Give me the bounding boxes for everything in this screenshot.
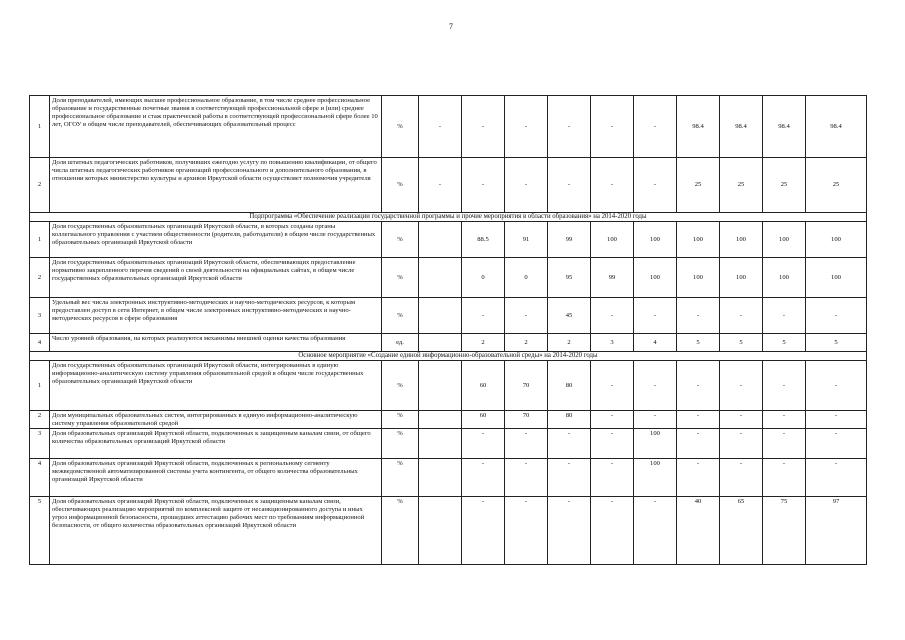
value-cell: 100 [634, 459, 677, 497]
empty-cell [419, 258, 462, 298]
value-cell: - [505, 497, 548, 565]
value-cell: 99 [548, 222, 591, 258]
value-cell: 75 [763, 497, 806, 565]
value-cell: - [806, 361, 867, 411]
empty-cell [419, 459, 462, 497]
table-row [30, 459, 867, 497]
indicator-name: Доля муниципальных образовательных систем, интегрированных в единую информационно-аналитическую систему управления образовательной средой [50, 411, 382, 429]
empty-cell [419, 411, 462, 429]
row-number: 3 [30, 298, 50, 334]
value-cell: - [548, 497, 591, 565]
value-cell: 25 [720, 158, 763, 213]
row-number: 2 [30, 411, 50, 429]
value-cell: - [806, 429, 867, 459]
value-cell: - [634, 158, 677, 213]
value-cell: 100 [720, 222, 763, 258]
value-cell: 100 [806, 258, 867, 298]
value-cell: - [462, 497, 505, 565]
value-cell: - [548, 158, 591, 213]
row-number: 5 [30, 497, 50, 565]
value-cell: 25 [763, 158, 806, 213]
value-cell: 3 [591, 334, 634, 352]
value-cell: - [505, 158, 548, 213]
table-row [30, 158, 867, 213]
unit-cell: ед. [382, 334, 419, 352]
row-number: 3 [30, 429, 50, 459]
value-cell: 40 [677, 497, 720, 565]
value-cell: - [505, 429, 548, 459]
value-cell: - [548, 96, 591, 158]
value-cell: 95 [548, 258, 591, 298]
value-cell: - [634, 497, 677, 565]
value-cell: 100 [677, 222, 720, 258]
value-cell: - [677, 429, 720, 459]
value-cell: 99 [591, 258, 634, 298]
unit-cell: % [382, 429, 419, 459]
value-cell: - [720, 298, 763, 334]
indicator-name: Доля преподавателей, имеющих высшее профессиональное образование, в том числе среднее профессиональное образование и государственные почетные звания в соответствующей профессиональной сфере и (или) среднее профессиональное образование и стаж практической работы в соответствующей профессиональной сфере более 10 лет, ОГОУ в общем числе преподавателей, обеспечивающих образовательный процесс [50, 96, 382, 158]
row-number: 2 [30, 258, 50, 298]
row-number: 1 [30, 361, 50, 411]
value-cell: - [634, 96, 677, 158]
value-cell: - [677, 459, 720, 497]
value-cell: 88.5 [462, 222, 505, 258]
value-cell: 91 [505, 222, 548, 258]
value-cell: - [591, 158, 634, 213]
value-cell: - [591, 497, 634, 565]
value-cell: 2 [505, 334, 548, 352]
value-cell: - [720, 411, 763, 429]
value-cell: - [419, 158, 462, 213]
value-cell: 100 [763, 258, 806, 298]
value-cell: 80 [548, 411, 591, 429]
value-cell: - [462, 96, 505, 158]
value-cell: - [591, 96, 634, 158]
value-cell: - [677, 361, 720, 411]
unit-cell: % [382, 497, 419, 565]
value-cell: 60 [462, 361, 505, 411]
value-cell: - [591, 429, 634, 459]
value-cell: - [634, 411, 677, 429]
value-cell: - [763, 298, 806, 334]
indicator-name: Доля государственных образовательных организаций Иркутской области, интегрированных в единую информационно-аналитическую систему управления образовательной средой в общем числе государственных образовательных организаций Иркутской области [50, 361, 382, 411]
indicator-name: Удельный вес числа электронных инструктивно-методических и научно-методических ресурсов, к которым предоставлен доступ в сети Интернет, в общем числе электронных инструктивно-методических и научно-методических ресурсов в сфере образования [50, 298, 382, 334]
row-number: 1 [30, 96, 50, 158]
indicator-name: Доля образовательных организаций Иркутской области, подключенных к защищенным каналам связи, обеспечивающих реализацию мероприятий по комплексной защите от несанкционированного доступа и иных угроз информационной безопасности, прошедших аттестацию рабочих мест по требованиям информационной безопасности, от общего количества образовательных организаций Иркутской области [50, 497, 382, 565]
value-cell: 5 [806, 334, 867, 352]
row-number: 4 [30, 459, 50, 497]
value-cell: - [763, 429, 806, 459]
value-cell: 45 [548, 298, 591, 334]
table-row [30, 411, 867, 429]
value-cell: 97 [806, 497, 867, 565]
value-cell: 100 [634, 222, 677, 258]
value-cell: - [763, 459, 806, 497]
table-row [30, 258, 867, 298]
indicator-name: Доля образовательных организаций Иркутской области, подключенных к региональному сегменту межведомственной автоматизированной системы учета контингента, от общего количества образовательных организаций Иркутской области [50, 459, 382, 497]
value-cell: 100 [634, 258, 677, 298]
value-cell: 60 [462, 411, 505, 429]
table-body [30, 96, 867, 565]
indicator-name: Доля штатных педагогических работников, получивших ежегодно услугу по повышению квалификации, от общего числа штатных педагогических работников организаций профессионального и дополнительного образования, в отношении которых министерство культуры и архивов Иркутской области осуществляет полномочия учредителя [50, 158, 382, 213]
unit-cell: % [382, 361, 419, 411]
unit-cell: % [382, 298, 419, 334]
value-cell: 100 [634, 429, 677, 459]
value-cell: 98.4 [763, 96, 806, 158]
value-cell: 100 [763, 222, 806, 258]
value-cell: 0 [462, 258, 505, 298]
value-cell: - [720, 459, 763, 497]
value-cell: - [763, 411, 806, 429]
value-cell: - [634, 298, 677, 334]
indicator-name: Доля образовательных организаций Иркутской области, подключенных к защищенным каналам связи, от общего количества образовательных организаций Иркутской области [50, 429, 382, 459]
unit-cell: % [382, 459, 419, 497]
value-cell: 70 [505, 361, 548, 411]
indicators-table [29, 95, 867, 565]
value-cell: - [763, 361, 806, 411]
value-cell: 2 [548, 334, 591, 352]
section-row [30, 213, 867, 222]
empty-cell [419, 222, 462, 258]
row-number: 2 [30, 158, 50, 213]
table-row [30, 96, 867, 158]
value-cell: 80 [548, 361, 591, 411]
value-cell: 100 [591, 222, 634, 258]
value-cell: - [591, 361, 634, 411]
value-cell: 25 [806, 158, 867, 213]
row-number: 4 [30, 334, 50, 352]
table-row [30, 298, 867, 334]
value-cell: - [462, 459, 505, 497]
value-cell: - [806, 411, 867, 429]
table-row [30, 334, 867, 352]
table-row [30, 361, 867, 411]
value-cell: 5 [677, 334, 720, 352]
indicator-name: Доля государственных образовательных организаций Иркутской области, в которых созданы органы коллегиального управления с участием общественности (родители, работодатели) в общем числе государственных образовательных организаций Иркутской области [50, 222, 382, 258]
indicator-name: Доля государственных образовательных организаций Иркутской области, обеспечивающих предоставление нормативно закрепленного перечня сведений о своей деятельности на официальных сайтах, в общем числе государственных образовательных организаций Иркутской области [50, 258, 382, 298]
empty-cell [419, 361, 462, 411]
empty-cell [419, 497, 462, 565]
section-row [30, 352, 867, 361]
unit-cell: % [382, 411, 419, 429]
value-cell: - [462, 429, 505, 459]
value-cell: - [548, 459, 591, 497]
value-cell: - [548, 429, 591, 459]
value-cell: - [419, 96, 462, 158]
value-cell: - [720, 361, 763, 411]
value-cell: - [677, 411, 720, 429]
value-cell: 98.4 [720, 96, 763, 158]
value-cell: - [591, 298, 634, 334]
value-cell: 70 [505, 411, 548, 429]
unit-cell: % [382, 158, 419, 213]
value-cell: 5 [720, 334, 763, 352]
value-cell: 98.4 [806, 96, 867, 158]
value-cell: - [505, 298, 548, 334]
table-row [30, 429, 867, 459]
section-title: Основное мероприятие «Создание единой информационно-образовательной среды» на 2014-2020 годы [30, 352, 867, 361]
value-cell: - [505, 459, 548, 497]
value-cell: - [505, 96, 548, 158]
row-number: 1 [30, 222, 50, 258]
value-cell: - [634, 361, 677, 411]
value-cell: 0 [505, 258, 548, 298]
table-row [30, 497, 867, 565]
value-cell: - [806, 298, 867, 334]
indicator-name: Число уровней образования, на которых реализуются механизмы внешней оценки качества образования [50, 334, 382, 352]
section-title: Подпрограмма «Обеспечение реализации государственной программы и прочие мероприятия в области образования» на 2014-2020 годы [30, 213, 867, 222]
value-cell: 100 [677, 258, 720, 298]
value-cell: - [591, 459, 634, 497]
value-cell: - [720, 429, 763, 459]
unit-cell: % [382, 258, 419, 298]
value-cell: - [677, 298, 720, 334]
value-cell: 100 [806, 222, 867, 258]
value-cell: - [806, 459, 867, 497]
table-row [30, 222, 867, 258]
value-cell: 2 [462, 334, 505, 352]
empty-cell [419, 334, 462, 352]
empty-cell [419, 298, 462, 334]
value-cell: 65 [720, 497, 763, 565]
value-cell: - [462, 158, 505, 213]
empty-cell [419, 429, 462, 459]
value-cell: 4 [634, 334, 677, 352]
value-cell: 25 [677, 158, 720, 213]
value-cell: 100 [720, 258, 763, 298]
value-cell: - [462, 298, 505, 334]
unit-cell: % [382, 222, 419, 258]
value-cell: - [591, 411, 634, 429]
value-cell: 98.4 [677, 96, 720, 158]
value-cell: 5 [763, 334, 806, 352]
page-number: 7 [449, 22, 453, 31]
unit-cell: % [382, 96, 419, 158]
